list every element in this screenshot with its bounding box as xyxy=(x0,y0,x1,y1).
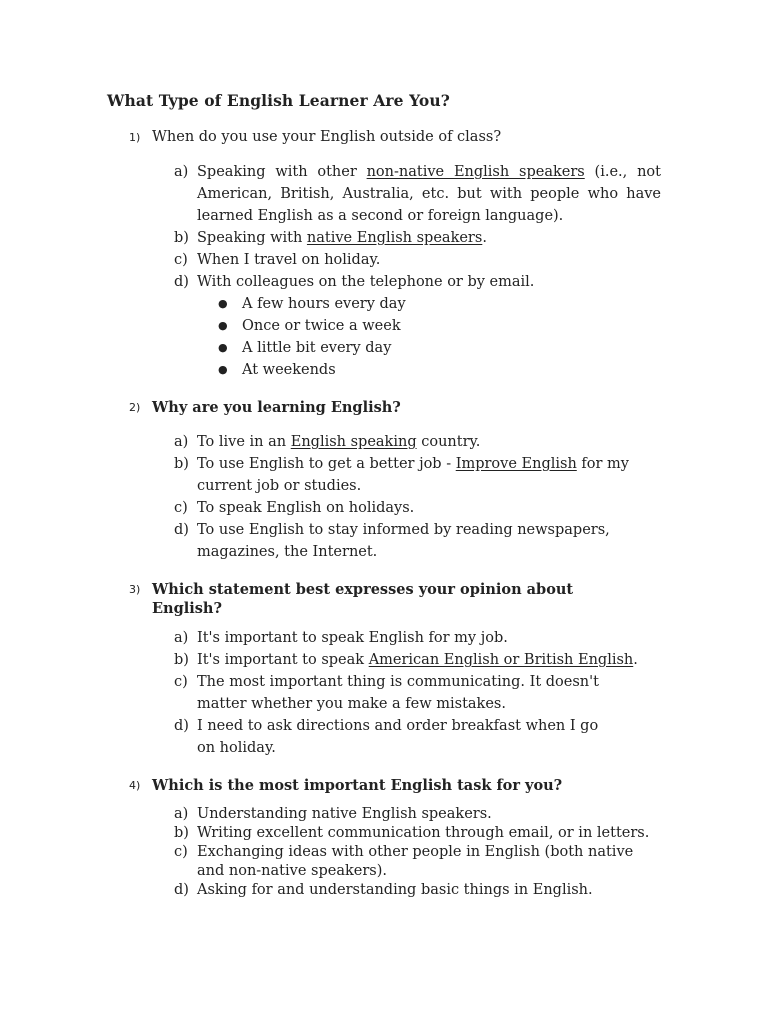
bullet-icon: ● xyxy=(218,341,228,354)
bullet-icon: ● xyxy=(218,363,228,376)
question-2-answer-d xyxy=(174,519,629,563)
non-native-speakers-link[interactable]: non-native English speakers xyxy=(366,164,585,180)
question-4-answer-a xyxy=(174,805,664,824)
question-3-answer-d xyxy=(174,715,619,759)
question-2-answer-c xyxy=(174,497,664,519)
question-4-answer-c xyxy=(174,843,664,881)
answer-label: a) xyxy=(174,434,189,450)
answer-label: a) xyxy=(174,164,189,180)
frequency-bullet-list xyxy=(218,293,518,381)
answer-text: Understanding native English speakers. xyxy=(197,806,492,822)
answer-label: d) xyxy=(174,882,189,898)
answer-label: b) xyxy=(174,825,189,841)
answer-text: I need to ask directions and order breakfast when I go on holiday. xyxy=(197,718,599,756)
answer-label: c) xyxy=(174,252,188,268)
answer-text: With colleagues on the telephone or by email. xyxy=(197,274,535,290)
question-4-answer-d xyxy=(174,881,664,900)
answer-label: a) xyxy=(174,630,189,646)
list-item: ● Once or twice a week xyxy=(218,315,518,337)
question-1-answer-b xyxy=(174,227,664,249)
list-item: ● A few hours every day xyxy=(218,293,518,315)
question-1-answer-d xyxy=(174,271,664,293)
answer-label: a) xyxy=(174,806,189,822)
answer-label: b) xyxy=(174,652,189,668)
answer-text: It's important to speak American English or British English. xyxy=(197,652,638,668)
answer-text: Asking for and understanding basic things in English. xyxy=(197,882,593,898)
answer-label: d) xyxy=(174,522,189,538)
list-item: ● At weekends xyxy=(218,359,518,381)
answer-text: To use English to stay informed by reading newspapers, magazines, the Internet. xyxy=(197,522,610,560)
answer-text: Exchanging ideas with other people in English (both native and non-native speakers). xyxy=(197,844,634,879)
question-4-number: 4) xyxy=(129,779,141,792)
answer-label: d) xyxy=(174,718,189,734)
american-british-english-link[interactable]: American English or British English xyxy=(368,652,634,668)
question-4-text: Which is the most important English task for you? xyxy=(152,777,563,794)
question-2-number: 2) xyxy=(129,401,141,414)
question-3-number: 3) xyxy=(129,583,141,596)
question-3-text: Which statement best expresses your opinion about English? xyxy=(152,581,574,617)
question-2-answer-a xyxy=(174,431,664,453)
answer-label: c) xyxy=(174,844,188,860)
question-1-number: 1) xyxy=(129,131,141,144)
answer-text: To live in an English speaking country. xyxy=(197,434,481,450)
answer-label: d) xyxy=(174,274,189,290)
answer-label: b) xyxy=(174,230,189,246)
answer-text: When I travel on holiday. xyxy=(197,252,381,268)
list-item: ● A little bit every day xyxy=(218,337,518,359)
english-speaking-link[interactable]: English speaking xyxy=(290,434,417,450)
answer-text: The most important thing is communicating. It doesn't matter whether you make a few mistakes. xyxy=(197,674,599,712)
bullet-icon: ● xyxy=(218,319,228,332)
document-title: What Type of English Learner Are You? xyxy=(107,91,450,110)
answer-text: Speaking with native English speakers. xyxy=(197,230,487,246)
question-3-answer-c xyxy=(174,671,654,715)
question-2-text: Why are you learning English? xyxy=(152,399,401,416)
question-3-answer-b xyxy=(174,649,664,671)
native-speakers-link[interactable]: native English speakers xyxy=(306,230,483,246)
improve-english-link[interactable]: Improve English xyxy=(455,456,577,472)
question-1-answer-c xyxy=(174,249,664,271)
question-1-answer-a xyxy=(174,161,664,227)
question-4-answer-b xyxy=(174,824,664,843)
answer-label: c) xyxy=(174,500,188,516)
answer-text: Writing excellent communication through email, or in letters. xyxy=(197,825,650,841)
answer-text: It's important to speak English for my job. xyxy=(197,630,508,646)
answer-text: To speak English on holidays. xyxy=(197,500,415,516)
answer-text: Speaking with other non-native English speakers (i.e., not American, British, Australia, etc. but with people who have learned English as a second or foreign language). xyxy=(197,164,661,224)
answer-label: b) xyxy=(174,456,189,472)
question-3-answer-a xyxy=(174,627,664,649)
question-1-text: When do you use your English outside of class? xyxy=(152,129,502,145)
bullet-icon: ● xyxy=(218,297,228,310)
question-2-answer-b xyxy=(174,453,639,497)
answer-label: c) xyxy=(174,674,188,690)
answer-text: To use English to get a better job - Improve English for my current job or studies. xyxy=(197,456,629,494)
